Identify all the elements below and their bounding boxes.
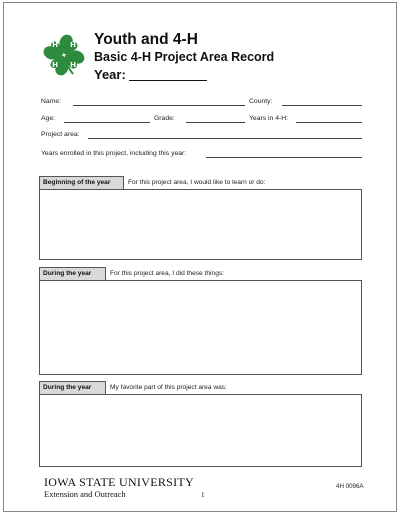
name-field[interactable] bbox=[73, 105, 245, 106]
department-name: Extension and Outreach bbox=[44, 489, 126, 499]
section-tab-beginning: Beginning of the year bbox=[39, 176, 124, 190]
section-answer-box-beginning[interactable] bbox=[39, 189, 362, 260]
year-field[interactable] bbox=[129, 80, 207, 81]
years-in-4h-label: Years in 4-H: bbox=[249, 115, 289, 122]
section-answer-box-during[interactable] bbox=[39, 280, 362, 375]
page-subtitle: Basic 4-H Project Area Record bbox=[94, 50, 275, 64]
grade-field[interactable] bbox=[186, 122, 245, 123]
page-number: 1 bbox=[201, 491, 205, 499]
name-label: Name: bbox=[41, 98, 62, 105]
project-area-label: Project area: bbox=[41, 131, 80, 138]
section-prompt-favorite: My favorite part of this project area was: bbox=[110, 384, 227, 391]
years-in-4h-field[interactable] bbox=[296, 122, 362, 123]
section-answer-box-favorite[interactable] bbox=[39, 394, 362, 467]
university-wordmark: IOWA STATE UNIVERSITY bbox=[44, 475, 194, 489]
record-page bbox=[3, 2, 397, 512]
svg-text:H: H bbox=[52, 41, 58, 49]
county-label: County: bbox=[249, 98, 273, 105]
page-title: Youth and 4-H bbox=[94, 31, 198, 48]
section-tab-during: During the year bbox=[39, 267, 106, 281]
years-enrolled-field[interactable] bbox=[206, 157, 362, 158]
section-tab-favorite: During the year bbox=[39, 381, 106, 395]
section-prompt-during: For this project area, I did these things: bbox=[110, 270, 224, 277]
section-prompt-beginning: For this project area, I would like to learn or do: bbox=[128, 179, 266, 186]
project-area-field[interactable] bbox=[88, 138, 362, 139]
svg-text:H: H bbox=[52, 61, 58, 69]
county-field[interactable] bbox=[282, 105, 362, 106]
svg-text:H: H bbox=[70, 41, 76, 49]
years-enrolled-label: Years enrolled in this project, including this year: bbox=[41, 150, 187, 157]
svg-text:H: H bbox=[70, 61, 76, 69]
four-h-clover-icon bbox=[41, 32, 87, 78]
document-code: 4H 0096A bbox=[336, 483, 364, 490]
age-field[interactable] bbox=[64, 122, 150, 123]
age-label: Age: bbox=[41, 115, 55, 122]
grade-label: Grade: bbox=[154, 115, 175, 122]
year-label: Year: bbox=[94, 67, 126, 82]
